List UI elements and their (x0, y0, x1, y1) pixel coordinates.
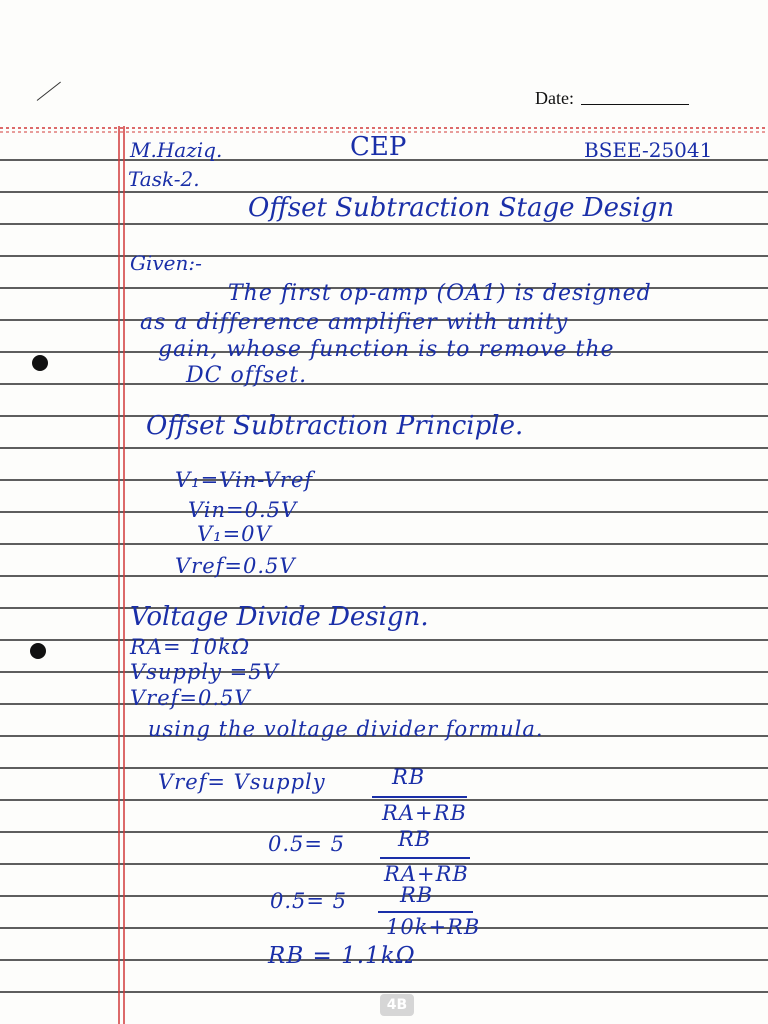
equation-3-numerator: RB (400, 883, 434, 907)
equation-1-numerator: RB (392, 765, 426, 789)
registration-number: BSEE-25041 (584, 138, 713, 162)
equation-1-fraction-bar (372, 796, 467, 798)
student-name: M.Haziq. (130, 138, 223, 162)
task-label: Task-2. (128, 167, 200, 191)
divider-line-4: using the voltage divider formula. (148, 717, 544, 741)
principle-line-3: V₁=0V (197, 522, 272, 546)
equation-3-lhs: 0.5= 5 (270, 889, 348, 913)
equation-2-numerator: RB (398, 827, 432, 851)
given-line-2: as a difference amplifier with unity (140, 310, 569, 335)
punch-hole-bottom (30, 643, 46, 659)
date-label: Date: (535, 88, 574, 108)
given-line-1: The first op-amp (OA1) is designed (228, 281, 652, 306)
given-line-3: gain, whose function is to remove the (158, 337, 615, 362)
equation-2-lhs: 0.5= 5 (268, 832, 346, 856)
principle-line-1: V₁=Vin-Vref (175, 468, 314, 492)
punch-hole-top (32, 355, 48, 371)
principle-line-2: Vin=0.5V (188, 498, 298, 522)
divider-heading: Voltage Divide Design. (130, 602, 429, 632)
subject-title: CEP (350, 132, 407, 162)
equation-2-denominator: RA+RB (384, 862, 469, 886)
divider-line-1: RA= 10kΩ (130, 635, 251, 659)
watermark-logo: 4B (380, 994, 414, 1016)
principle-line-4: Vref=0.5V (175, 554, 296, 578)
given-line-4: DC offset. (186, 363, 308, 388)
equation-3-fraction-bar (378, 911, 473, 913)
equation-2-fraction-bar (380, 857, 470, 859)
divider-line-2: Vsupply =5V (130, 660, 279, 684)
given-heading: Given:- (130, 251, 202, 275)
equation-3-denominator: 10k+RB (386, 915, 481, 939)
equation-1-denominator: RA+RB (382, 801, 467, 825)
result-line: RB = 1.1kΩ (268, 943, 416, 969)
date-blank-line (581, 104, 689, 105)
divider-line-3: Vref=0.5V (130, 686, 251, 710)
page-title: Offset Subtraction Stage Design (248, 193, 675, 223)
principle-heading: Offset Subtraction Principle. (146, 411, 524, 441)
equation-1-lhs: Vref= Vsupply (158, 770, 326, 794)
